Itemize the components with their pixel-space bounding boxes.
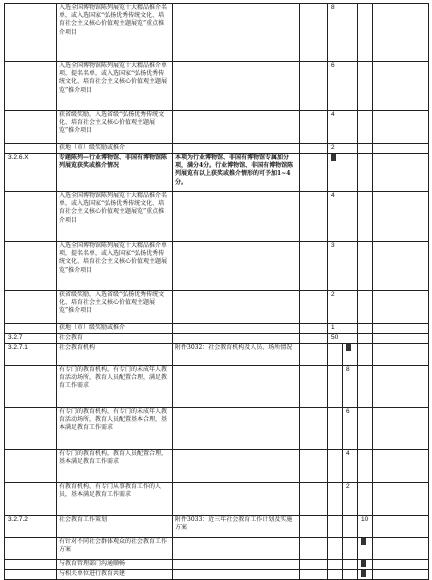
note-cell — [173, 538, 300, 560]
note-cell — [173, 366, 300, 408]
item-number-cell — [5, 408, 57, 450]
item-number-cell — [5, 538, 57, 560]
score-cell: 8 — [343, 366, 358, 408]
blank-cell — [328, 344, 343, 366]
table-row — [5, 516, 429, 538]
note-cell: 附件3033：近三年社会教育工作计划及实施方案 — [173, 516, 300, 538]
evaluation-table — [4, 3, 429, 580]
note-cell — [173, 111, 300, 144]
item-number-cell — [5, 483, 57, 516]
requirement-cell: 与教育管理部门沟通顺畅 — [57, 560, 173, 570]
table-row — [5, 408, 429, 450]
item-title-cell: 专题陈列—行业博物馆、非国有博物馆陈列展览获奖或推介情况 — [57, 154, 173, 192]
blank-cell — [358, 344, 373, 366]
blank-cell — [373, 450, 429, 483]
score-cell: 10 — [358, 516, 373, 538]
note-cell — [173, 408, 300, 450]
table-row — [5, 366, 429, 408]
requirement-cell: 入选全国博物馆陈列展览十大精品推介单项，提名名单，或入选国家“弘扬优秀传统文化、培育社会主义核心价值观主题展览”推介项目 — [57, 62, 173, 111]
blank-cell — [300, 560, 328, 570]
score-cell: 3 — [328, 242, 358, 291]
score-cell: 4 — [328, 192, 358, 242]
note-cell — [173, 62, 300, 111]
score-cell — [343, 344, 358, 366]
table-row — [5, 483, 429, 516]
blank-cell — [373, 144, 429, 154]
blank-cell — [358, 324, 373, 334]
blank-cell — [373, 324, 429, 334]
item-number-cell — [5, 62, 57, 111]
blank-cell — [358, 483, 373, 516]
score-cell: 8 — [328, 4, 358, 62]
blank-cell — [373, 291, 429, 324]
blank-cell — [373, 538, 429, 560]
note-cell — [173, 570, 300, 580]
blank-cell — [328, 560, 343, 570]
note-cell — [173, 242, 300, 291]
blank-cell — [373, 334, 429, 344]
item-number-cell: 3.2.7.2 — [5, 516, 57, 538]
item-number-cell — [5, 560, 57, 570]
table-row — [5, 324, 429, 334]
blank-cell — [300, 242, 328, 291]
requirement-cell: 入选全国博物馆陈列展览十大精品推介名单，或入选国家“弘扬优秀传统文化、培育社会主义核心价值观主题展览”重点推介项目 — [57, 4, 173, 62]
requirement-cell: 获省级奖励，入选省级“弘扬优秀传统文化、培育社会主义核心价值观主题展览”推介项目 — [57, 111, 173, 144]
table-row — [5, 154, 429, 192]
blank-cell — [343, 560, 358, 570]
score-cell: 6 — [343, 408, 358, 450]
item-number-cell — [5, 144, 57, 154]
note-cell — [173, 144, 300, 154]
item-number-cell — [5, 366, 57, 408]
score-cell — [358, 538, 373, 560]
score-cell — [358, 560, 373, 570]
blank-cell — [300, 570, 328, 580]
item-number-cell: 3.2.6.X — [5, 154, 57, 192]
blank-cell — [373, 366, 429, 408]
blank-cell — [300, 324, 328, 334]
score-cell: 2 — [328, 291, 358, 324]
note-cell — [173, 560, 300, 570]
score-mark — [361, 538, 366, 545]
blank-cell — [358, 334, 373, 344]
blank-cell — [343, 570, 358, 580]
item-title-cell: 社会教育工作策划 — [57, 516, 173, 538]
requirement-cell: 获地（市）级奖励或推介 — [57, 324, 173, 334]
item-number-cell — [5, 4, 57, 62]
score-cell: 50 — [328, 334, 358, 344]
score-cell: 2 — [343, 483, 358, 516]
blank-cell — [328, 516, 343, 538]
table-row — [5, 144, 429, 154]
blank-cell — [300, 483, 328, 516]
requirement-cell: 获省级奖励，入选省级“弘扬优秀传统文化、培育社会主义核心价值观主题展览”推介项目 — [57, 291, 173, 324]
blank-cell — [358, 4, 373, 62]
blank-cell — [373, 242, 429, 291]
requirement-cell: 与相关单位进行教育共建 — [57, 570, 173, 580]
blank-cell — [358, 62, 373, 111]
blank-cell — [328, 483, 343, 516]
item-number-cell — [5, 324, 57, 334]
item-number-cell — [5, 242, 57, 291]
note-cell — [173, 192, 300, 242]
blank-cell — [300, 450, 328, 483]
table-row — [5, 291, 429, 324]
item-number-cell — [5, 291, 57, 324]
score-cell: 1 — [328, 324, 358, 334]
table-row — [5, 62, 429, 111]
item-number-cell — [5, 570, 57, 580]
table-row — [5, 450, 429, 483]
score-mark — [331, 154, 336, 161]
score-cell: 2 — [328, 144, 358, 154]
requirement-cell: 有专门的教育机构，有专门的未成年人教育活动场所，教育人员配置合理，满足教育工作需求 — [57, 366, 173, 408]
note-cell: 附件3032：社会教育机构及人员、场所情况 — [173, 344, 300, 366]
blank-cell — [373, 560, 429, 570]
note-cell — [173, 4, 300, 62]
table-row — [5, 111, 429, 144]
note-cell — [173, 483, 300, 516]
blank-cell — [373, 4, 429, 62]
blank-cell — [358, 192, 373, 242]
blank-cell — [358, 242, 373, 291]
note-cell: 本项为行业博物馆、非国有博物馆专属加分项，满分4分。行业博物馆、非国有博物馆陈列展览有以上获奖或推介情形的可予加1~4分。 — [173, 154, 300, 192]
score-mark — [346, 344, 351, 351]
note-cell — [173, 334, 300, 344]
item-title-cell: 社会教育机构 — [57, 344, 173, 366]
table-row — [5, 344, 429, 366]
blank-cell — [373, 344, 429, 366]
score-cell — [358, 570, 373, 580]
table-row — [5, 192, 429, 242]
blank-cell — [328, 450, 343, 483]
requirement-cell: 有教育机构，有专门从事教育工作的人员，基本满足教育工作需求 — [57, 483, 173, 516]
blank-cell — [358, 450, 373, 483]
blank-cell — [373, 111, 429, 144]
blank-cell — [300, 62, 328, 111]
note-cell — [173, 450, 300, 483]
blank-cell — [373, 516, 429, 538]
blank-cell — [373, 408, 429, 450]
table-row — [5, 570, 429, 580]
blank-cell — [343, 538, 358, 560]
blank-cell — [373, 570, 429, 580]
note-cell — [173, 324, 300, 334]
blank-cell — [328, 366, 343, 408]
item-number-cell — [5, 192, 57, 242]
note-cell — [173, 291, 300, 324]
score-cell: 4 — [343, 450, 358, 483]
blank-cell — [300, 154, 328, 192]
blank-cell — [300, 516, 328, 538]
blank-cell — [300, 408, 328, 450]
table-row — [5, 560, 429, 570]
blank-cell — [300, 111, 328, 144]
requirement-cell: 获地（市）级奖励或推介 — [57, 144, 173, 154]
blank-cell — [300, 366, 328, 408]
blank-cell — [373, 154, 429, 192]
blank-cell — [300, 144, 328, 154]
blank-cell — [358, 408, 373, 450]
item-number-cell — [5, 111, 57, 144]
blank-cell — [358, 291, 373, 324]
blank-cell — [300, 344, 328, 366]
item-number-cell: 3.2.7.1 — [5, 344, 57, 366]
blank-cell — [300, 538, 328, 560]
score-cell: 6 — [328, 62, 358, 111]
score-cell — [328, 154, 358, 192]
requirement-cell: 有专门的教育机构，教育人员配置合理，基本满足教育工作需求 — [57, 450, 173, 483]
requirement-cell: 入选全国博物馆陈列展览十大精品推介名单，或入选国家“弘扬优秀传统文化、培育社会主义核心价值观主题展览”重点推介项目 — [57, 192, 173, 242]
score-mark — [361, 560, 366, 567]
blank-cell — [300, 291, 328, 324]
blank-cell — [358, 366, 373, 408]
blank-cell — [300, 192, 328, 242]
blank-cell — [328, 570, 343, 580]
blank-cell — [358, 154, 373, 192]
table-row — [5, 242, 429, 291]
item-number-cell: 3.2.7 — [5, 334, 57, 344]
score-cell: 4 — [328, 111, 358, 144]
table-row — [5, 538, 429, 560]
score-mark — [361, 570, 366, 577]
requirement-cell: 入选全国博物馆陈列展览十大精品推介单项，提名名单，或入选国家“弘扬优秀传统文化、培育社会主义核心价值观主题展览”推介项目 — [57, 242, 173, 291]
blank-cell — [358, 111, 373, 144]
item-title-cell: 社会教育 — [57, 334, 173, 344]
item-number-cell — [5, 450, 57, 483]
blank-cell — [373, 192, 429, 242]
blank-cell — [328, 538, 343, 560]
table-row — [5, 4, 429, 62]
blank-cell — [328, 408, 343, 450]
table-row — [5, 334, 429, 344]
blank-cell — [300, 4, 328, 62]
blank-cell — [373, 483, 429, 516]
blank-cell — [300, 334, 328, 344]
requirement-cell: 有专门的教育机构，有专门的未成年人教育活动场所，教育人员配置基本合理，基本满足教育工作需求 — [57, 408, 173, 450]
requirement-cell: 有针对不同社会群体观众的社会教育工作方案 — [57, 538, 173, 560]
blank-cell — [358, 144, 373, 154]
blank-cell — [343, 516, 358, 538]
blank-cell — [373, 62, 429, 111]
